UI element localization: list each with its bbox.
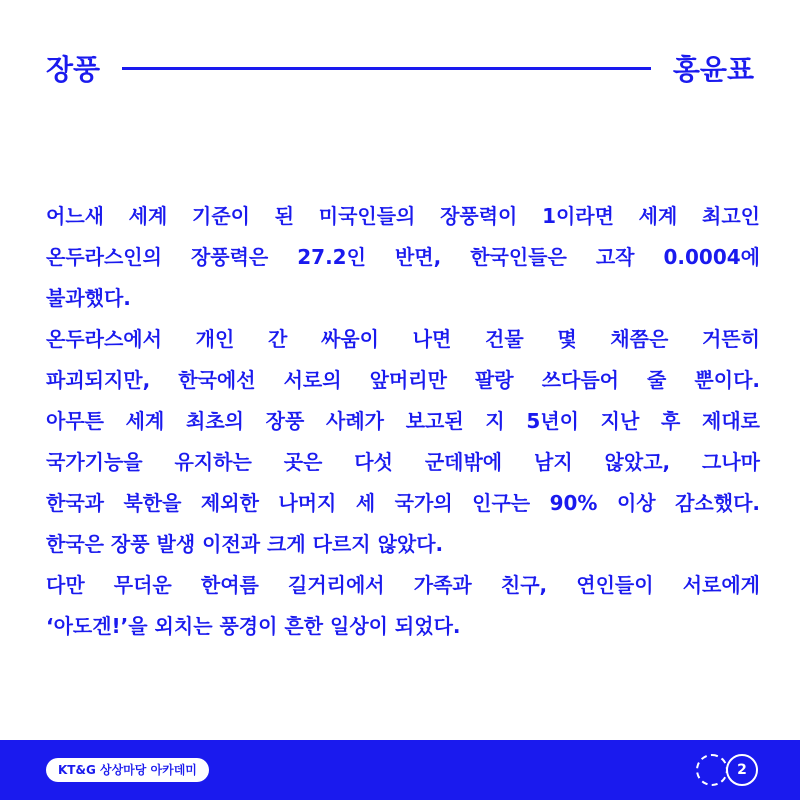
page-indicator (696, 754, 758, 786)
brand-badge: KT&G 상상마당 아카데미 (46, 758, 209, 782)
text-line: 온두라스인의 장풍력은 27.2인 반면, 한국인들은 고작 0.0004에 (46, 245, 760, 269)
page-header (46, 44, 754, 92)
text-line: 한국과 북한을 제외한 나머지 세 국가의 인구는 90% 이상 감소했다. (46, 491, 760, 515)
text-line: 한국은 장풍 발생 이전과 크게 다르지 않았다. (46, 532, 444, 556)
text-line: 어느새 세계 기준이 된 미국인들의 장풍력이 1이라면 세계 최고인 (46, 204, 760, 228)
page-footer (0, 740, 800, 800)
text-line: 온두라스에서 개인 간 싸움이 나면 건물 몇 채쯤은 거뜬히 (46, 327, 760, 351)
text-line: 아무튼 세계 최초의 장풍 사례가 보고된 지 5년이 지난 후 제대로 (46, 409, 760, 433)
text-line: ‘아도겐!’을 외치는 풍경이 흔한 일상이 되었다. (46, 614, 461, 638)
story-text (46, 196, 760, 647)
text-line: 파괴되지만, 한국에선 서로의 앞머리만 팔랑 쓰다듬어 줄 뿐이다. (46, 368, 760, 392)
page-number: 2 (726, 754, 758, 786)
author-name: 홍윤표 (672, 53, 754, 86)
header-divider (122, 67, 651, 70)
text-line: 불과했다. (46, 286, 131, 310)
text-line: 국가기능을 유지하는 곳은 다섯 군데밖에 남지 않았고, 그나마 (46, 450, 760, 474)
text-line: 다만 무더운 한여름 길거리에서 가족과 친구, 연인들이 서로에게 (46, 573, 760, 597)
dashed-circle-icon (696, 754, 728, 786)
page-title: 장풍 (46, 53, 101, 86)
